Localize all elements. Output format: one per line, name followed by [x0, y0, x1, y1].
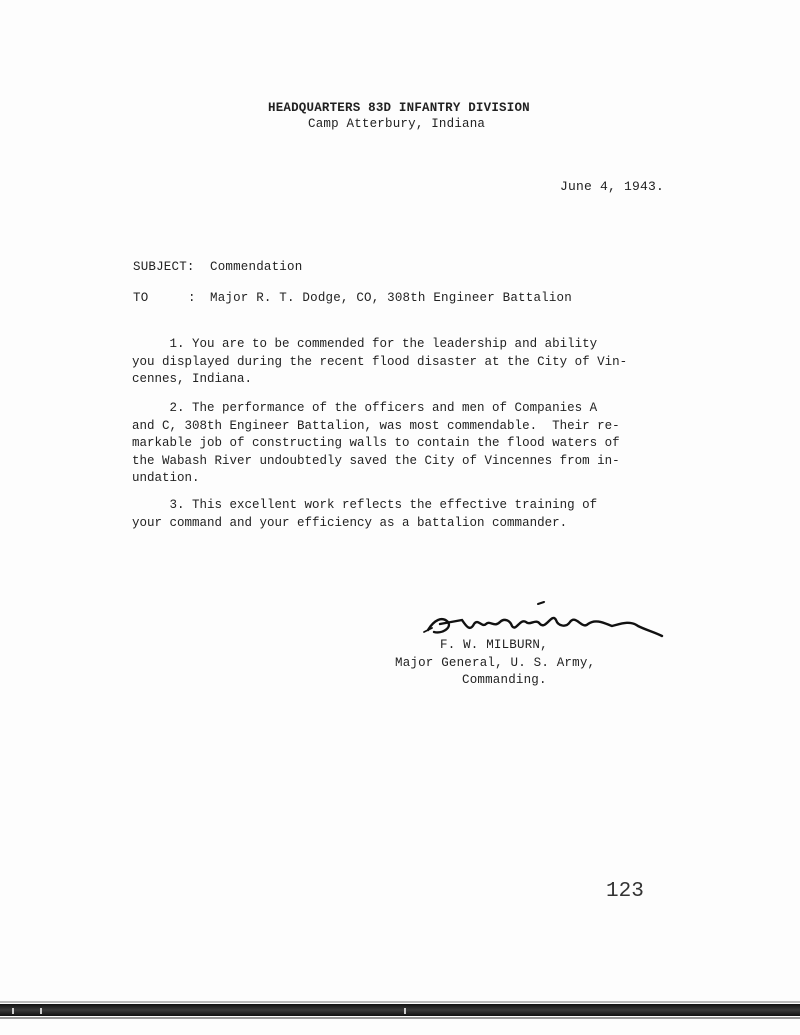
to-colon: :: [188, 291, 196, 305]
paragraph-2: [132, 400, 652, 488]
signatory-rank: Major General, U. S. Army,: [395, 656, 596, 670]
paragraph-line: and C, 308th Engineer Battalion, was most commendable. Their re-: [132, 418, 620, 433]
scan-edge-bar: [0, 998, 800, 1024]
to-label: TO: [133, 291, 149, 305]
paragraph-line: the Wabash River undoubtedly saved the City of Vincennes from in-: [132, 453, 620, 468]
paragraph-line: 3. This excellent work reflects the effective training of: [132, 498, 598, 512]
paragraph-line: you displayed during the recent flood disaster at the City of Vin-: [132, 354, 628, 369]
paragraph-line: 2. The performance of the officers and men of Companies A: [132, 401, 598, 415]
subject-label: SUBJECT:: [133, 260, 195, 274]
paragraph-line: cennes, Indiana.: [132, 372, 253, 386]
letter-date: June 4, 1943.: [560, 179, 665, 194]
header-location: Camp Atterbury, Indiana: [308, 117, 486, 131]
paragraph-line: your command and your efficiency as a battalion commander.: [132, 515, 568, 530]
paragraph-line: undation.: [132, 471, 200, 485]
paragraph-1: [132, 336, 652, 389]
paragraph-line: 1. You are to be commended for the leadership and ability: [132, 337, 598, 351]
paragraph-3: [132, 497, 652, 532]
paragraph-line: markable job of constructing walls to contain the flood waters of: [132, 436, 620, 450]
page-number: 123: [606, 880, 644, 903]
signatory-name: F. W. MILBURN,: [440, 638, 548, 652]
to-value: Major R. T. Dodge, CO, 308th Engineer Battalion: [210, 291, 572, 305]
signatory-role: Commanding.: [462, 673, 547, 687]
subject-value: Commendation: [210, 260, 303, 274]
header-title: HEADQUARTERS 83D INFANTRY DIVISION: [268, 101, 530, 115]
